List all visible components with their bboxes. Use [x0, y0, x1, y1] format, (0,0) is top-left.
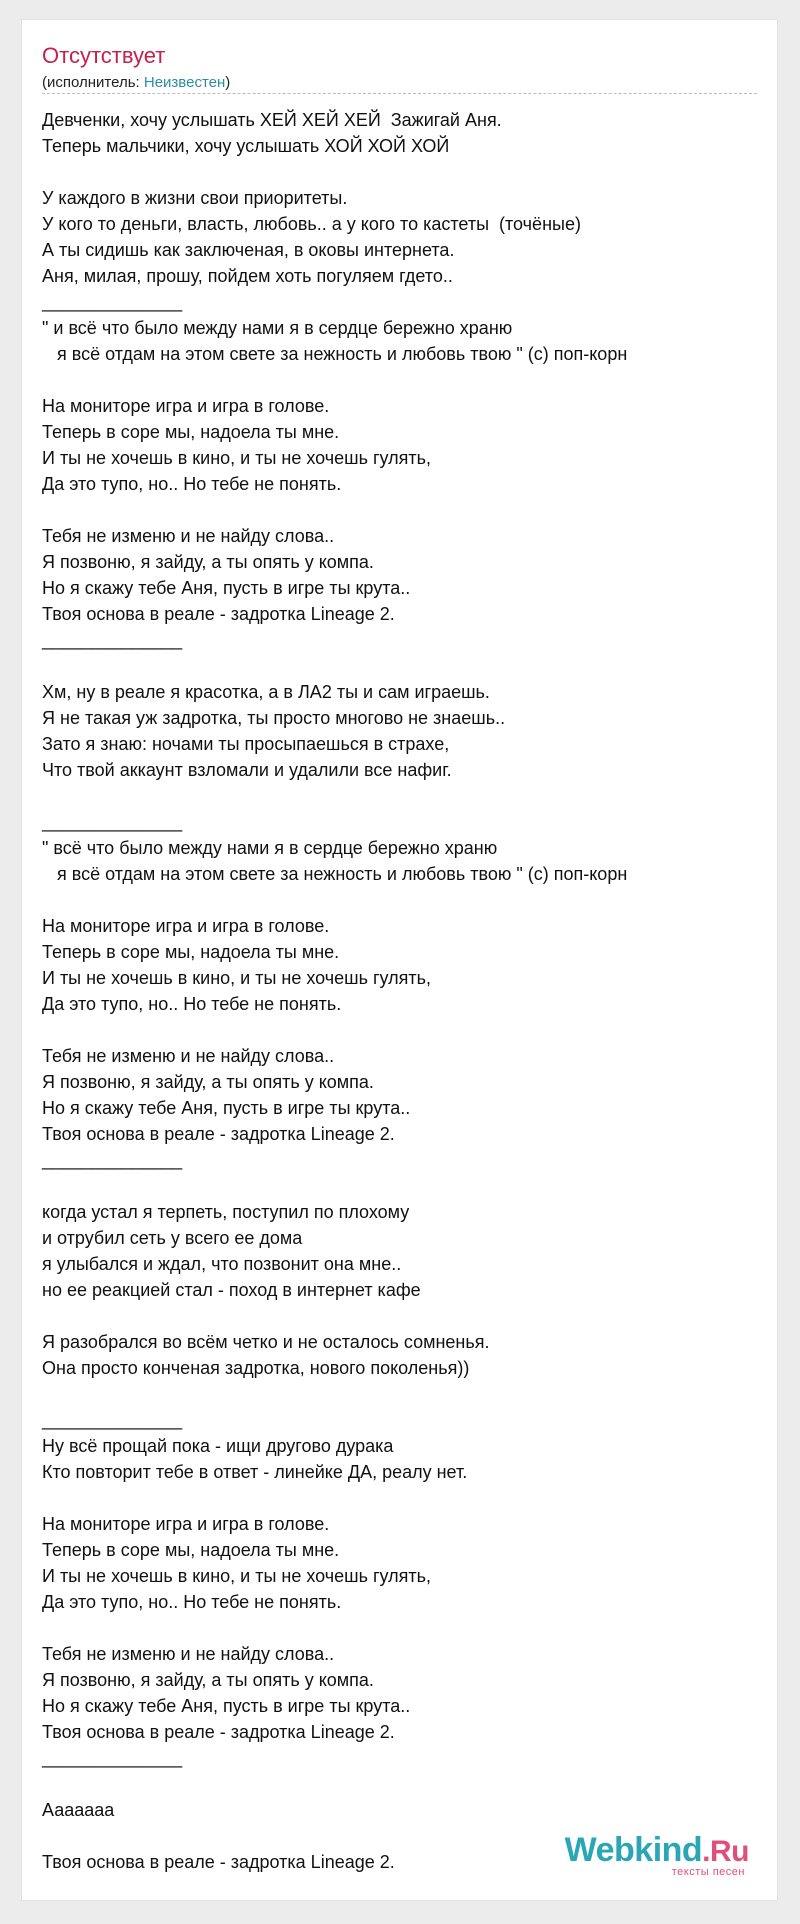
artist-link[interactable]: Неизвестен	[143, 74, 226, 91]
song-title: Отсутствует	[42, 43, 166, 68]
logo-wordmark	[565, 1832, 749, 1870]
artist-prefix: (исполнитель:	[42, 74, 144, 91]
logo-main-text: Webkind	[564, 1831, 703, 1869]
logo-domain-suffix: .Ru	[702, 1835, 749, 1868]
site-logo[interactable]	[565, 1832, 749, 1878]
artist-line	[42, 73, 230, 93]
header-divider	[42, 93, 757, 94]
artist-suffix: )	[225, 74, 231, 91]
lyrics-card	[21, 19, 778, 1901]
lyrics-text: Девченки, хочу услышать ХЕЙ ХЕЙ ХЕЙ Зажигай Аня. Теперь мальчики, хочу услышать ХОЙ ХОЙ ХОЙ У каждого в жизни свои приоритеты. У кого то деньги, власть, любовь.. а у кого то кастеты (точёные) А ты сидишь как заключеная, в оковы интернета. Аня, милая, прошу, пойдем хоть погуляем гдето.. ______________ " и всё что было между нами я в сердце бережно храню я всё отдам на этом свете за нежность и любовь твою " (с) поп-корн На мониторе игра и игра в голове. Теперь в соре мы, надоела ты мне. И ты не хочешь в кино, и ты не хочешь гулять, Да это тупо, но.. Но тебе не понять. Тебя не изменю и не найду слова.. Я позвоню, я зайду, а ты опять у компа. Но я скажу тебе Аня, пусть в игре ты крута.. Твоя основа в реале - задротка Lineage 2. ______________ Хм, ну в реале я красотка, а в ЛА2 ты и сам играешь. Я не такая уж задротка, ты просто многово не знаешь.. Зато я знаю: ночами ты просыпаешься в страхе, Что твой аккаунт взломали и удалили все нафиг. ______________ " всё что было между нами я в сердце бережно храню я всё отдам на этом свете за нежность и любовь твою " (с) поп-корн На мониторе игра и игра в голове. Теперь в соре мы, надоела ты мне. И ты не хочешь в кино, и ты не хочешь гулять, Да это тупо, но.. Но тебе не понять. Тебя не изменю и не найду слова.. Я позвоню, я зайду, а ты опять у компа. Но я скажу тебе Аня, пусть в игре ты крута.. Твоя основа в реале - задротка Lineage 2. ______________ когда устал я терпеть, поступил по плохому и отрубил сеть у всего ее дома я улыбался и ждал, что позвонит она мне.. но ее реакцией стал - поход в интернет кафе Я разобрался во всём четко и не осталось сомненья. Она просто конченая задротка, нового поколенья)) ______________ Ну всё прощай пока - ищи другово дурака Кто повторит тебе в ответ - линейке ДА, реалу нет. На мониторе игра и игра в голове. Теперь в соре мы, надоела ты мне. И ты не хочешь в кино, и ты не хочешь гулять, Да это тупо, но.. Но тебе не понять. Тебя не изменю и не найду слова.. Я позвоню, я зайду, а ты опять у компа. Но я скажу тебе Аня, пусть в игре ты крута.. Твоя основа в реале - задротка Lineage 2. ______________ Ааааааа Твоя основа в реале - задротка Lineage 2.	[42, 110, 628, 1872]
logo-tagline: тексты песен	[671, 1866, 745, 1878]
